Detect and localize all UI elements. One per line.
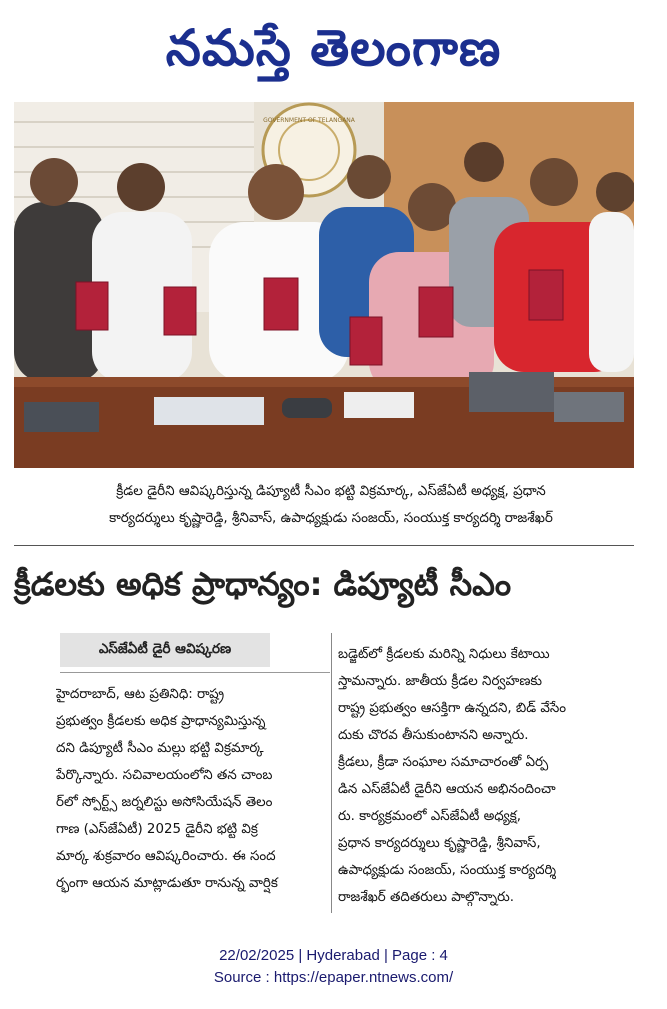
- article-column-right: [338, 641, 644, 911]
- newspaper-logo-title: నమస్తే తెలంగాణ: [165, 19, 502, 77]
- article-headline: క్రీడలకు అధిక ప్రాధాన్యం: డిప్యూటీ సీఎం: [14, 565, 512, 603]
- divider-rule: [14, 545, 634, 546]
- body-line: పేర్కొన్నారు. సచివాలయంలోని తన చాంబ: [56, 768, 273, 783]
- page-footer: [0, 945, 667, 989]
- laptop: [24, 402, 99, 432]
- body-line: డిన ఎస్‌జేఏటీ డైరీని ఆయన అభినందించా: [338, 782, 556, 797]
- body-line: హైదరాబాద్, ఆట ప్రతినిధి: రాష్ట్ర: [56, 687, 225, 702]
- body-line: దుకు చొరవ తీసుకుంటానని అన్నారు.: [338, 728, 529, 743]
- column-divider: [331, 633, 332, 913]
- footer-source: Source : https://epaper.ntnews.com/: [213, 969, 454, 986]
- caption-line-2: కార్యదర్శులు కృష్ణారెడ్డి, శ్రీనివాస్, ఉపాధ్యక్షుడు సంజయ్, సంయుక్త కార్యదర్శి రాజశేఖర్: [109, 510, 553, 526]
- photo-illustration: [14, 102, 634, 468]
- body-line: స్తామన్నారు. జాతీయ క్రీడల నిర్వహణకు: [338, 674, 543, 689]
- footer-dateline: 22/02/2025 | Hyderabad | Page : 4: [219, 947, 448, 964]
- caption-line-1: క్రీడల డైరీని ఆవిష్కరిస్తున్న డిప్యూటీ సీఎం భట్టి విక్రమార్క, ఎస్‌జేఏటీ అధ్యక్ష, ప్రధాన: [116, 483, 546, 499]
- masthead: [0, 6, 667, 90]
- subhead-rule: [60, 672, 330, 673]
- body-line: రాష్ట్ర ప్రభుత్వం ఆసక్తిగా ఉన్నదని, బిడ్ వేసేం: [338, 701, 567, 716]
- body-line: ప్రభుత్వం క్రీడలకు అధిక ప్రాధాన్యమిస్తున్న: [56, 714, 266, 729]
- seal-text: GOVERNMENT OF TELANGANA: [263, 117, 355, 124]
- article-column-left: [56, 681, 326, 897]
- conference-mic: [282, 398, 332, 418]
- body-line: రాజశేఖర్ తదితరులు పాల్గొన్నారు.: [338, 890, 514, 905]
- body-line: ర్‌లో స్పోర్ట్స్ జర్నలిస్టు అసోసియేషన్ తెలం: [56, 795, 273, 810]
- body-line: గాణ (ఎస్‌జేఏటీ) 2025 డైరీని భట్టి విక్ర: [56, 822, 258, 837]
- body-line: క్రీడలు, క్రీడా సంఘాల సమాచారంతో ఏర్ప: [338, 755, 549, 770]
- article-subhead: ఎస్‌జేఏటీ డైరీ ఆవిష్కరణ: [60, 633, 270, 667]
- body-line: ఉపాధ్యక్షుడు సంజయ్, సంయుక్త కార్యదర్శి: [338, 863, 557, 878]
- desk-phone: [469, 372, 554, 412]
- papers: [154, 397, 264, 425]
- photo-caption: [20, 478, 642, 532]
- body-line: బడ్జెట్‌లో క్రీడలకు మరిన్ని నిధులు కేటాయి: [338, 647, 550, 662]
- body-line: ప్రధాన కార్యదర్శులు కృష్ణారెడ్డి, శ్రీనివాస్,: [338, 836, 541, 851]
- body-line: ర్భంగా ఆయన మాట్లాడుతూ రానున్న వార్షిక: [56, 876, 278, 891]
- news-photo: [14, 102, 634, 468]
- body-line: మార్క శుక్రవారం ఆవిష్కరించారు. ఈ సంద: [56, 849, 276, 864]
- body-line: రు. కార్యక్రమంలో ఎస్‌జేఏటీ అధ్యక్ష,: [338, 809, 522, 824]
- body-line: దని డిప్యూటీ సీఎం మల్లు భట్టి విక్రమార్క: [56, 741, 264, 756]
